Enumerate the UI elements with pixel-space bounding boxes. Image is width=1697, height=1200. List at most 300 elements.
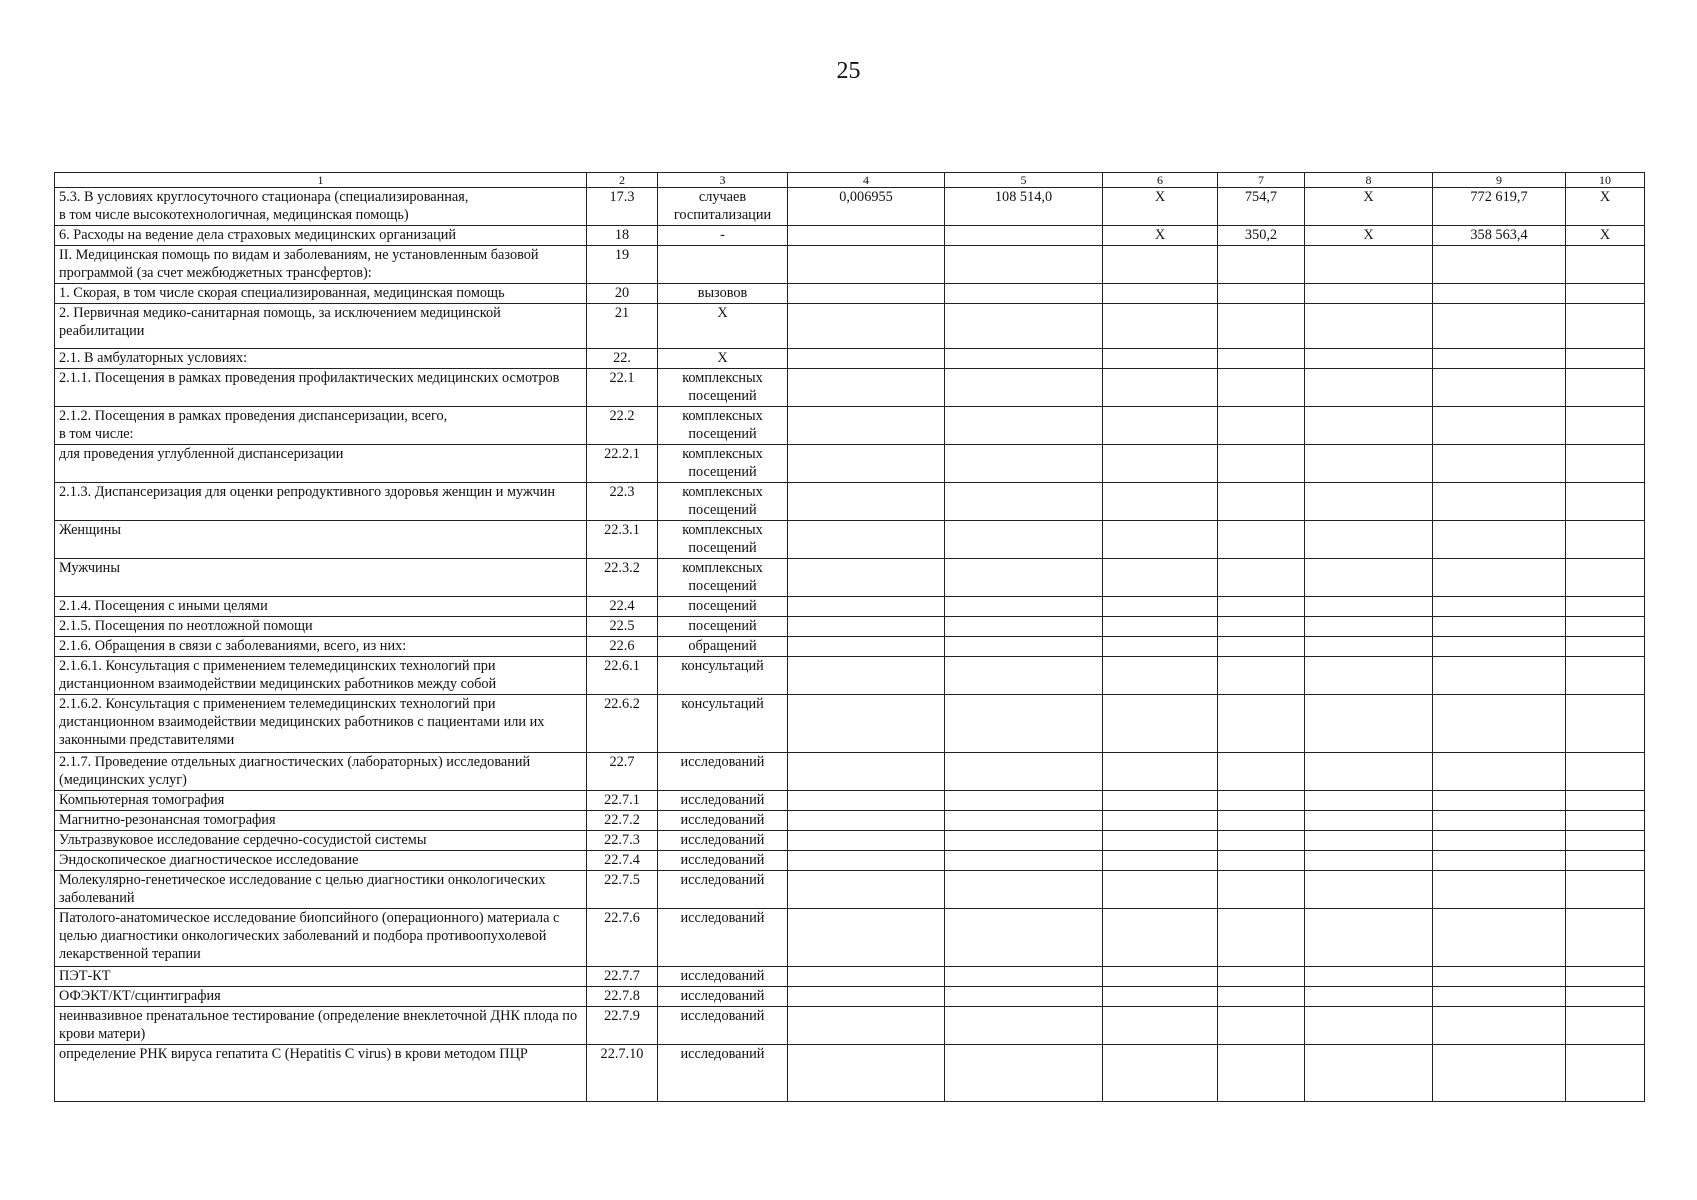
row-value-cell <box>1433 369 1566 407</box>
row-name-cell: Молекулярно-генетическое исследование с целью диагностики онкологических заболеваний <box>55 871 587 909</box>
row-value-cell <box>1218 483 1305 521</box>
row-unit-cell: посещений <box>658 617 788 637</box>
row-name-cell: неинвазивное пренатальное тестирование (определение внеклеточной ДНК плода по крови матери) <box>55 1007 587 1045</box>
row-value-cell <box>1103 851 1218 871</box>
row-value-cell <box>1566 811 1645 831</box>
row-value-cell <box>1103 831 1218 851</box>
row-value-cell <box>1103 304 1218 349</box>
row-unit-cell: исследований <box>658 753 788 791</box>
row-code-cell: 21 <box>587 304 658 349</box>
row-name-cell: 5.3. В условиях круглосуточного стационара (специализированная, в том числе высокотехнологичная, медицинская помощь) <box>55 188 587 226</box>
row-code-cell: 22.7.2 <box>587 811 658 831</box>
table-row <box>55 1007 1645 1045</box>
table-row <box>55 987 1645 1007</box>
row-value-cell <box>1218 831 1305 851</box>
row-code-cell: 22.6.1 <box>587 657 658 695</box>
row-name-cell: 2.1.2. Посещения в рамках проведения диспансеризации, всего, в том числе: <box>55 407 587 445</box>
row-value-cell <box>1305 1007 1433 1045</box>
row-name-cell: II. Медицинская помощь по видам и заболеваниям, не установленным базовой программой (за счет межбюджетных трансфертов): <box>55 246 587 284</box>
row-value-cell <box>1218 407 1305 445</box>
row-value-cell <box>1566 909 1645 967</box>
row-value-cell <box>945 597 1103 617</box>
row-value-cell <box>1433 753 1566 791</box>
row-value-cell <box>1103 617 1218 637</box>
row-value-cell <box>1103 695 1218 753</box>
row-value-cell <box>1566 284 1645 304</box>
row-code-cell: 22.2.1 <box>587 445 658 483</box>
row-value-cell <box>1433 1007 1566 1045</box>
row-unit-cell <box>658 246 788 284</box>
row-value-cell <box>1305 483 1433 521</box>
row-value-cell <box>945 871 1103 909</box>
row-value-cell <box>788 521 945 559</box>
row-value-cell <box>945 483 1103 521</box>
row-value-cell <box>788 909 945 967</box>
row-unit-cell: исследований <box>658 1045 788 1102</box>
row-name-cell: Патолого-анатомическое исследование биопсийного (операционного) материала с целью диагностики онкологических заболеваний и подбора противоопухолевой лекарственной терапии <box>55 909 587 967</box>
table-row <box>55 188 1645 226</box>
row-value-cell <box>945 987 1103 1007</box>
table-row <box>55 246 1645 284</box>
row-value-cell <box>945 349 1103 369</box>
row-value-cell <box>788 304 945 349</box>
row-value-cell <box>788 407 945 445</box>
table-row <box>55 909 1645 967</box>
row-value-cell <box>1305 695 1433 753</box>
row-value-cell <box>1103 246 1218 284</box>
row-value-cell: 108 514,0 <box>945 188 1103 226</box>
row-value-cell <box>1218 695 1305 753</box>
row-value-cell <box>945 617 1103 637</box>
row-value-cell <box>1218 851 1305 871</box>
row-value-cell <box>1103 753 1218 791</box>
page-number: 25 <box>836 58 861 84</box>
row-unit-cell: вызовов <box>658 284 788 304</box>
row-value-cell <box>1433 407 1566 445</box>
row-unit-cell: исследований <box>658 871 788 909</box>
row-unit-cell: комплексных посещений <box>658 521 788 559</box>
row-value-cell <box>1433 597 1566 617</box>
column-number: 10 <box>1566 173 1645 188</box>
row-name-cell: Мужчины <box>55 559 587 597</box>
row-value-cell <box>945 695 1103 753</box>
row-value-cell <box>1566 407 1645 445</box>
row-unit-cell: исследований <box>658 967 788 987</box>
row-value-cell <box>1305 284 1433 304</box>
row-name-cell: 2.1.6. Обращения в связи с заболеваниями, всего, из них: <box>55 637 587 657</box>
row-value-cell <box>1103 407 1218 445</box>
row-name-cell: Эндоскопическое диагностическое исследование <box>55 851 587 871</box>
row-code-cell: 22.7.9 <box>587 1007 658 1045</box>
row-code-cell: 22.7 <box>587 753 658 791</box>
row-code-cell: 22.3.1 <box>587 521 658 559</box>
row-value-cell <box>788 791 945 811</box>
row-value-cell <box>1218 657 1305 695</box>
row-value-cell <box>1566 559 1645 597</box>
row-code-cell: 22.5 <box>587 617 658 637</box>
row-name-cell: 6. Расходы на ведение дела страховых медицинских организаций <box>55 226 587 246</box>
table-row <box>55 831 1645 851</box>
row-code-cell: 22.7.10 <box>587 1045 658 1102</box>
row-value-cell: X <box>1566 226 1645 246</box>
row-value-cell <box>1305 597 1433 617</box>
row-value-cell: X <box>1103 188 1218 226</box>
column-number: 8 <box>1305 173 1433 188</box>
row-code-cell: 22.7.6 <box>587 909 658 967</box>
row-value-cell <box>1433 831 1566 851</box>
row-value-cell: 358 563,4 <box>1433 226 1566 246</box>
row-value-cell <box>1566 791 1645 811</box>
row-unit-cell: комплексных посещений <box>658 407 788 445</box>
row-value-cell <box>1433 871 1566 909</box>
table-row <box>55 811 1645 831</box>
row-value-cell: 754,7 <box>1218 188 1305 226</box>
row-value-cell <box>1305 304 1433 349</box>
row-value-cell <box>1433 246 1566 284</box>
row-unit-cell: исследований <box>658 831 788 851</box>
table-row <box>55 753 1645 791</box>
row-value-cell <box>788 753 945 791</box>
row-value-cell <box>788 559 945 597</box>
row-value-cell <box>945 753 1103 791</box>
row-code-cell: 22.3 <box>587 483 658 521</box>
table-body <box>55 173 1645 1102</box>
table-row <box>55 521 1645 559</box>
row-value-cell <box>1305 445 1433 483</box>
row-value-cell: X <box>1305 226 1433 246</box>
row-value-cell <box>1566 831 1645 851</box>
row-value-cell <box>945 1007 1103 1045</box>
row-value-cell <box>1305 871 1433 909</box>
row-value-cell <box>1103 637 1218 657</box>
row-value-cell <box>1218 909 1305 967</box>
row-value-cell <box>1103 349 1218 369</box>
row-name-cell: Ультразвуковое исследование сердечно-сосудистой системы <box>55 831 587 851</box>
row-value-cell <box>788 987 945 1007</box>
row-unit-cell: обращений <box>658 637 788 657</box>
row-value-cell <box>1103 597 1218 617</box>
row-value-cell <box>1566 617 1645 637</box>
row-code-cell: 22.7.3 <box>587 831 658 851</box>
row-value-cell: 350,2 <box>1218 226 1305 246</box>
row-value-cell <box>1103 987 1218 1007</box>
row-value-cell <box>1566 521 1645 559</box>
row-value-cell <box>1433 987 1566 1007</box>
row-value-cell <box>1103 909 1218 967</box>
row-value-cell <box>1433 967 1566 987</box>
row-name-cell: 2.1.3. Диспансеризация для оценки репродуктивного здоровья женщин и мужчин <box>55 483 587 521</box>
row-value-cell <box>1103 521 1218 559</box>
row-value-cell <box>1218 791 1305 811</box>
row-name-cell: 2.1.6.1. Консультация с применением телемедицинских технологий при дистанционном взаимодействии медицинских работников между собой <box>55 657 587 695</box>
row-value-cell <box>945 1045 1103 1102</box>
table-row <box>55 657 1645 695</box>
row-value-cell <box>1218 811 1305 831</box>
row-value-cell <box>788 1007 945 1045</box>
row-value-cell <box>945 657 1103 695</box>
row-value-cell <box>1103 445 1218 483</box>
row-unit-cell: исследований <box>658 851 788 871</box>
row-code-cell: 22. <box>587 349 658 369</box>
table-row <box>55 483 1645 521</box>
row-value-cell <box>945 559 1103 597</box>
row-value-cell <box>1566 369 1645 407</box>
row-value-cell <box>1103 1045 1218 1102</box>
row-value-cell <box>1433 559 1566 597</box>
column-number: 9 <box>1433 173 1566 188</box>
row-value-cell <box>945 284 1103 304</box>
row-name-cell: 2.1.4. Посещения с иными целями <box>55 597 587 617</box>
row-code-cell: 20 <box>587 284 658 304</box>
row-value-cell <box>788 871 945 909</box>
row-value-cell <box>1218 349 1305 369</box>
row-value-cell <box>788 851 945 871</box>
row-unit-cell: исследований <box>658 987 788 1007</box>
row-value-cell <box>1218 369 1305 407</box>
row-value-cell <box>1305 349 1433 369</box>
table-row <box>55 637 1645 657</box>
table-row <box>55 1045 1645 1102</box>
row-value-cell <box>788 483 945 521</box>
row-value-cell <box>1433 521 1566 559</box>
table-row <box>55 407 1645 445</box>
row-value-cell <box>1305 811 1433 831</box>
row-code-cell: 17.3 <box>587 188 658 226</box>
row-value-cell <box>1433 909 1566 967</box>
row-value-cell <box>1305 637 1433 657</box>
row-value-cell <box>1433 304 1566 349</box>
table-row <box>55 617 1645 637</box>
table-row <box>55 304 1645 349</box>
row-value-cell <box>1218 559 1305 597</box>
column-number: 5 <box>945 173 1103 188</box>
table-row <box>55 349 1645 369</box>
row-name-cell: 2.1.6.2. Консультация с применением телемедицинских технологий при дистанционном взаимодействии медицинских работников с пациентами или их законными представителями <box>55 695 587 753</box>
row-name-cell: ОФЭКТ/КТ/сцинтиграфия <box>55 987 587 1007</box>
table-row <box>55 284 1645 304</box>
row-name-cell: 2.1.5. Посещения по неотложной помощи <box>55 617 587 637</box>
row-value-cell <box>1433 791 1566 811</box>
row-code-cell: 22.2 <box>587 407 658 445</box>
column-number: 1 <box>55 173 587 188</box>
column-number: 4 <box>788 173 945 188</box>
row-value-cell <box>1566 483 1645 521</box>
row-value-cell <box>1218 967 1305 987</box>
row-value-cell <box>945 304 1103 349</box>
row-code-cell: 22.4 <box>587 597 658 617</box>
row-code-cell: 22.7.1 <box>587 791 658 811</box>
row-value-cell <box>1305 967 1433 987</box>
row-value-cell <box>1218 617 1305 637</box>
row-value-cell <box>1305 246 1433 284</box>
row-value-cell <box>1218 521 1305 559</box>
row-value-cell <box>1103 369 1218 407</box>
row-value-cell <box>1433 483 1566 521</box>
table-row <box>55 851 1645 871</box>
row-code-cell: 22.7.5 <box>587 871 658 909</box>
row-code-cell: 22.7.4 <box>587 851 658 871</box>
row-value-cell <box>1305 617 1433 637</box>
table-row <box>55 369 1645 407</box>
row-code-cell: 22.6 <box>587 637 658 657</box>
table-row <box>55 791 1645 811</box>
row-value-cell <box>1566 349 1645 369</box>
row-unit-cell: X <box>658 304 788 349</box>
row-unit-cell: комплексных посещений <box>658 369 788 407</box>
row-value-cell <box>945 811 1103 831</box>
row-value-cell <box>1218 1045 1305 1102</box>
column-number: 3 <box>658 173 788 188</box>
row-value-cell <box>788 637 945 657</box>
table-row <box>55 226 1645 246</box>
row-value-cell <box>1218 284 1305 304</box>
row-value-cell <box>1566 1007 1645 1045</box>
row-code-cell: 22.7.7 <box>587 967 658 987</box>
row-value-cell <box>945 791 1103 811</box>
row-value-cell <box>1103 1007 1218 1045</box>
row-value-cell <box>788 967 945 987</box>
row-value-cell <box>1305 657 1433 695</box>
row-value-cell <box>788 695 945 753</box>
row-name-cell: ПЭТ-КТ <box>55 967 587 987</box>
table-row <box>55 695 1645 753</box>
row-value-cell <box>1566 967 1645 987</box>
row-value-cell <box>1433 349 1566 369</box>
row-value-cell <box>1305 559 1433 597</box>
row-value-cell <box>788 284 945 304</box>
row-value-cell <box>788 445 945 483</box>
row-value-cell: X <box>1305 188 1433 226</box>
row-unit-cell: комплексных посещений <box>658 445 788 483</box>
row-value-cell <box>1566 304 1645 349</box>
column-number: 7 <box>1218 173 1305 188</box>
row-value-cell <box>1305 851 1433 871</box>
row-value-cell <box>1566 657 1645 695</box>
row-value-cell <box>945 967 1103 987</box>
row-value-cell <box>1433 637 1566 657</box>
table-header-row <box>55 173 1645 188</box>
row-code-cell: 19 <box>587 246 658 284</box>
row-unit-cell: исследований <box>658 1007 788 1045</box>
row-value-cell <box>1305 987 1433 1007</box>
row-value-cell <box>1218 304 1305 349</box>
row-value-cell <box>1433 1045 1566 1102</box>
row-value-cell <box>788 369 945 407</box>
row-unit-cell: X <box>658 349 788 369</box>
row-value-cell <box>1305 521 1433 559</box>
row-value-cell <box>1305 791 1433 811</box>
row-value-cell <box>1103 811 1218 831</box>
column-number: 6 <box>1103 173 1218 188</box>
row-value-cell <box>1305 753 1433 791</box>
row-value-cell <box>1305 909 1433 967</box>
row-value-cell <box>1103 967 1218 987</box>
row-code-cell: 22.1 <box>587 369 658 407</box>
row-value-cell <box>1103 791 1218 811</box>
row-value-cell <box>1566 753 1645 791</box>
data-table <box>54 172 1645 1102</box>
row-value-cell <box>1218 637 1305 657</box>
row-value-cell <box>1433 445 1566 483</box>
row-value-cell <box>1566 597 1645 617</box>
row-value-cell <box>945 851 1103 871</box>
row-value-cell <box>1305 831 1433 851</box>
row-value-cell <box>1103 559 1218 597</box>
row-code-cell: 22.7.8 <box>587 987 658 1007</box>
row-name-cell: 2.1.7. Проведение отдельных диагностических (лабораторных) исследований (медицинских услуг) <box>55 753 587 791</box>
row-value-cell <box>945 407 1103 445</box>
row-value-cell <box>1218 246 1305 284</box>
row-value-cell <box>1305 1045 1433 1102</box>
row-code-cell: 18 <box>587 226 658 246</box>
row-value-cell <box>788 657 945 695</box>
row-value-cell <box>1103 483 1218 521</box>
row-value-cell: 0,006955 <box>788 188 945 226</box>
row-value-cell <box>1103 284 1218 304</box>
row-name-cell: 2. Первичная медико-санитарная помощь, за исключением медицинской реабилитации <box>55 304 587 349</box>
row-value-cell <box>945 369 1103 407</box>
row-value-cell: X <box>1566 188 1645 226</box>
row-name-cell: для проведения углубленной диспансеризации <box>55 445 587 483</box>
row-value-cell <box>1433 851 1566 871</box>
row-value-cell <box>945 226 1103 246</box>
row-value-cell <box>1566 851 1645 871</box>
row-value-cell <box>1433 657 1566 695</box>
row-value-cell <box>1566 445 1645 483</box>
row-value-cell <box>1433 695 1566 753</box>
row-value-cell <box>1566 246 1645 284</box>
row-value-cell <box>945 445 1103 483</box>
table-row <box>55 597 1645 617</box>
row-name-cell: 2.1. В амбулаторных условиях: <box>55 349 587 369</box>
row-value-cell <box>788 811 945 831</box>
row-value-cell <box>1433 617 1566 637</box>
row-code-cell: 22.3.2 <box>587 559 658 597</box>
row-value-cell <box>788 1045 945 1102</box>
row-value-cell <box>1218 753 1305 791</box>
row-unit-cell: посещений <box>658 597 788 617</box>
row-value-cell <box>945 909 1103 967</box>
row-value-cell <box>788 831 945 851</box>
row-value-cell <box>1218 445 1305 483</box>
row-name-cell: определение РНК вируса гепатита C (Hepatitis C virus) в крови методом ПЦР <box>55 1045 587 1102</box>
row-unit-cell: консультаций <box>658 657 788 695</box>
table-row <box>55 445 1645 483</box>
row-name-cell: 1. Скорая, в том числе скорая специализированная, медицинская помощь <box>55 284 587 304</box>
row-value-cell <box>945 246 1103 284</box>
row-value-cell <box>1218 987 1305 1007</box>
row-value-cell <box>1218 1007 1305 1045</box>
row-value-cell <box>1566 637 1645 657</box>
row-unit-cell: комплексных посещений <box>658 483 788 521</box>
row-value-cell <box>1218 597 1305 617</box>
row-value-cell <box>945 831 1103 851</box>
row-unit-cell: случаев госпитализации <box>658 188 788 226</box>
row-value-cell <box>945 637 1103 657</box>
row-value-cell <box>945 521 1103 559</box>
row-value-cell <box>788 597 945 617</box>
row-value-cell: 772 619,7 <box>1433 188 1566 226</box>
row-value-cell <box>1566 987 1645 1007</box>
row-value-cell <box>1566 1045 1645 1102</box>
row-value-cell <box>788 246 945 284</box>
row-value-cell <box>1566 695 1645 753</box>
row-value-cell <box>1305 407 1433 445</box>
row-name-cell: Компьютерная томография <box>55 791 587 811</box>
row-value-cell <box>788 617 945 637</box>
row-name-cell: Женщины <box>55 521 587 559</box>
row-value-cell <box>1305 369 1433 407</box>
